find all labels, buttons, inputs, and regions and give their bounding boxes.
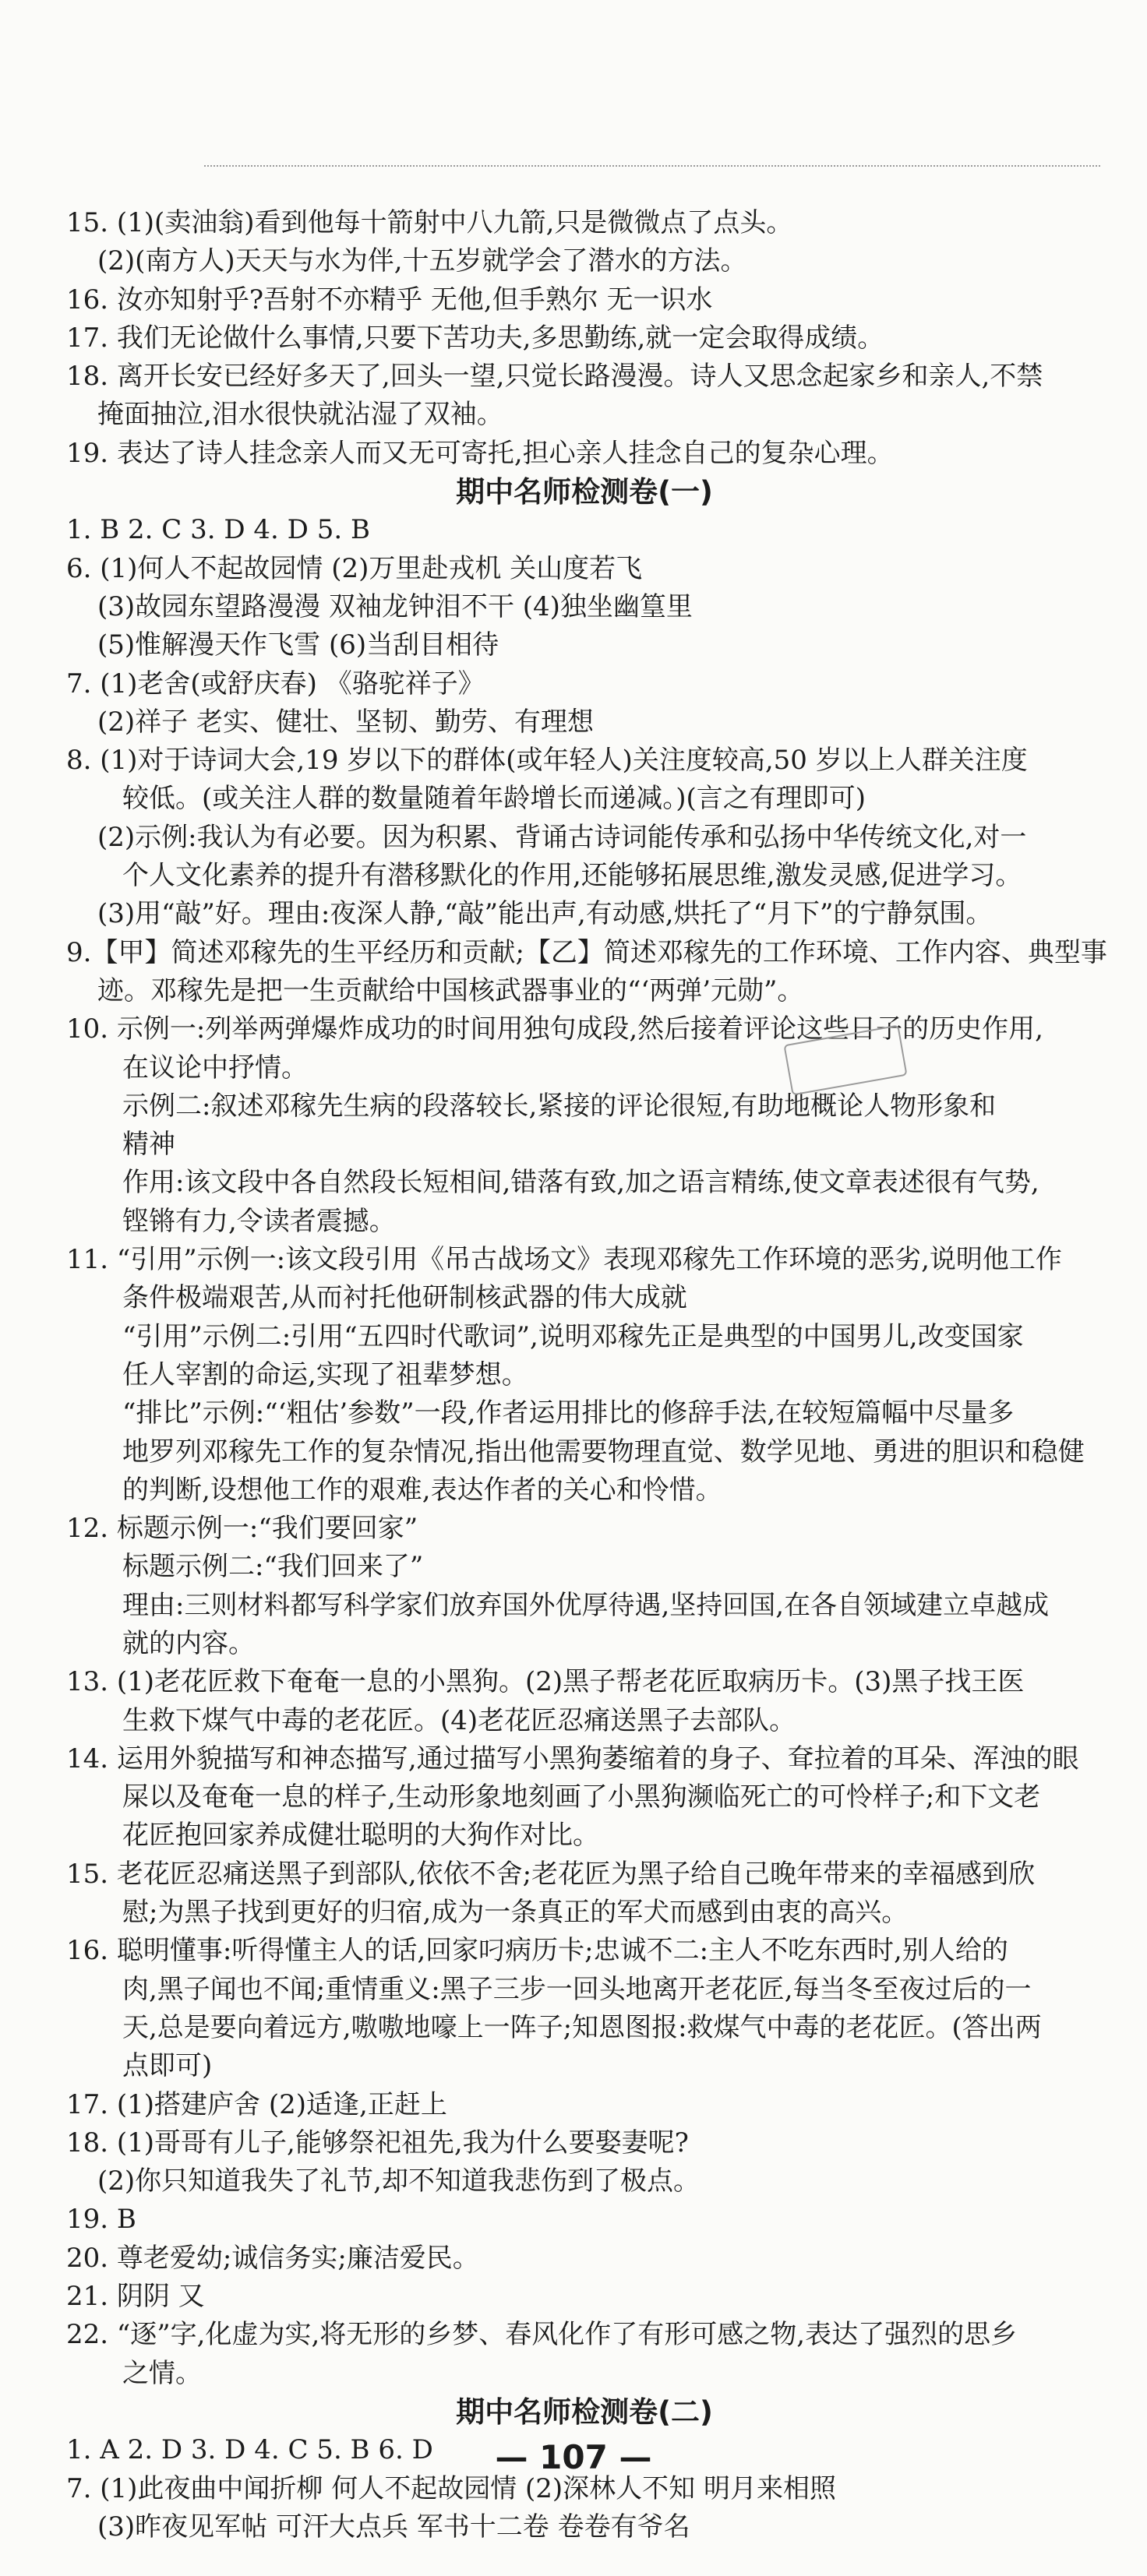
text-line: 天,总是要向着远方,嗷嗷地嚎上一阵子;知恩图报:救煤气中毒的老花匠。(答出两	[122, 2011, 1042, 2043]
text-line: 6. (1)何人不起故园情 (2)万里赴戎机 关山度若飞	[66, 552, 643, 584]
text-line: 铿锵有力,令读者震撼。	[122, 1205, 396, 1237]
page-number: — 107 —	[495, 2438, 652, 2476]
text-line: 10. 示例一:列举两弹爆炸成功的时间用独句成段,然后接着评论这些日子的历史作用,	[66, 1013, 1043, 1045]
text-line: 20. 尊老爱幼;诚信务实;廉洁爱民。	[66, 2242, 479, 2274]
text-line: 个人文化素养的提升有潜移默化的作用,还能够拓展思维,激发灵感,促进学习。	[122, 860, 1022, 892]
text-line: 7. (1)此夜曲中闻折柳 何人不起故园情 (2)深林人不知 明月来相照	[66, 2472, 836, 2504]
text-line: “引用”示例二:引用“五四时代歌词”,说明邓稼先正是典型的中国男儿,改变国家	[122, 1320, 1024, 1352]
text-line: 13. (1)老花匠救下奄奄一息的小黑狗。(2)黑子帮老花匠取病历卡。(3)黑子找王医	[66, 1666, 1025, 1698]
text-line: 肉,黑子闻也不闻;重情重义:黑子三步一回头地离开老花匠,每当冬至夜过后的一	[122, 1973, 1032, 2005]
text-line: 屎以及奄奄一息的样子,生动形象地刻画了小黑狗濒临死亡的可怜样子;和下文老	[122, 1781, 1041, 1813]
section-heading: 期中名师检测卷(一)	[456, 475, 713, 509]
text-line: 任人宰割的命运,实现了祖辈梦想。	[122, 1358, 528, 1390]
text-line: 示例二:叙述邓稼先生病的段落较长,紧接的评论很短,有助地概论人物形象和	[122, 1090, 997, 1122]
answer-text-block	[66, 204, 1107, 2546]
text-line: 花匠抱回家养成健壮聪明的大狗作对比。	[122, 1820, 599, 1852]
text-line: 迹。邓稼先是把一生贡献给中国核武器事业的“‘两弹’元勋”。	[97, 974, 804, 1006]
text-line: 19. B	[66, 2204, 136, 2236]
text-line: 17. (1)搭建庐舍 (2)适逢,正赶上	[66, 2088, 447, 2120]
text-line: 地罗列邓稼先工作的复杂情况,指出他需要物理直觉、数学见地、勇进的胆识和稳健	[122, 1436, 1085, 1468]
text-line: 在议论中抒情。	[122, 1052, 308, 1084]
text-line: 就的内容。	[122, 1627, 255, 1659]
text-line: 较低。(或关注人群的数量随着年龄增长而递减。)(言之有理即可)	[122, 783, 866, 815]
text-line: 9.【甲】简述邓稼先的生平经历和贡献;【乙】简述邓稼先的工作环境、工作内容、典型事	[66, 936, 1107, 968]
text-line: 17. 我们无论做什么事情,只要下苦功夫,多思勤练,就一定会取得成绩。	[66, 322, 884, 354]
text-line: 精神	[122, 1129, 175, 1161]
text-line: 19. 表达了诗人挂念亲人而又无可寄托,担心亲人挂念自己的复杂心理。	[66, 437, 894, 469]
section-heading: 期中名师检测卷(二)	[456, 2395, 713, 2429]
text-line: 15. (1)(卖油翁)看到他每十箭射中八九箭,只是微微点了点头。	[66, 207, 793, 238]
text-line: 慰;为黑子找到更好的归宿,成为一条真正的军犬而感到由衷的高兴。	[122, 1897, 909, 1929]
text-line: 1. A 2. D 3. D 4. C 5. B 6. D	[66, 2434, 433, 2466]
text-line: 生救下煤气中毒的老花匠。(4)老花匠忍痛送黑子去部队。	[122, 1704, 796, 1736]
text-line: “排比”示例:“‘粗估’参数”一段,作者运用排比的修辞手法,在较短篇幅中尽量多	[122, 1397, 1015, 1429]
text-line: 掩面抽泣,泪水很快就沾湿了双袖。	[97, 399, 503, 431]
text-line: 条件极端艰苦,从而衬托他研制核武器的伟大成就	[122, 1282, 687, 1314]
text-line: (3)故园东望路漫漫 双袖龙钟泪不干 (4)独坐幽篁里	[97, 590, 693, 622]
text-line: 14. 运用外貌描写和神态描写,通过描写小黑狗萎缩着的身子、耷拉着的耳朵、浑浊的眼	[66, 1743, 1079, 1774]
text-line: 标题示例二:“我们回来了”	[122, 1551, 424, 1583]
top-dotted-rule	[204, 165, 1100, 167]
text-line: (2)示例:我认为有必要。因为积累、背诵古诗词能传承和弘扬中华传统文化,对一	[97, 821, 1027, 853]
text-line: 1. B 2. C 3. D 4. D 5. B	[66, 514, 370, 546]
text-line: 的判断,设想他工作的艰难,表达作者的关心和怜惜。	[122, 1474, 722, 1506]
text-line: 理由:三则材料都写科学家们放弃国外优厚待遇,坚持回国,在各自领域建立卓越成	[122, 1589, 1050, 1621]
text-line: 18. 离开长安已经好多天了,回头一望,只觉长路漫漫。诗人又思念起家乡和亲人,不禁	[66, 361, 1043, 393]
text-line: 7. (1)老舍(或舒庆春) 《骆驼祥子》	[66, 668, 485, 700]
text-line: 16. 汝亦知射乎?吾射不亦精乎 无他,但手熟尔 无一识水	[66, 284, 713, 315]
text-line: (2)(南方人)天天与水为伴,十五岁就学会了潜水的方法。	[97, 245, 747, 277]
text-line: 22. “逐”字,化虚为实,将无形的乡梦、春风化作了有形可感之物,表达了强烈的思乡	[66, 2319, 1018, 2351]
text-line: 15. 老花匠忍痛送黑子到部队,依依不舍;老花匠为黑子给自己晚年带来的幸福感到欣	[66, 1858, 1036, 1890]
text-line: 8. (1)对于诗词大会,19 岁以下的群体(或年轻人)关注度较高,50 岁以上人群关注度	[66, 745, 1028, 777]
text-line: 16. 聪明懂事:听得懂主人的话,回家叼病历卡;忠诚不二:主人不吃东西时,别人给的	[66, 1935, 1008, 1967]
text-line: 点即可)	[122, 2050, 213, 2082]
text-line: 11. “引用”示例一:该文段引用《吊古战场文》表现邓稼先工作环境的恶劣,说明他工作	[66, 1244, 1062, 1276]
text-line: 12. 标题示例一:“我们要回家”	[66, 1513, 418, 1545]
text-line: (2)祥子 老实、健壮、坚韧、勤劳、有理想	[97, 706, 594, 738]
text-line: (3)昨夜见军帖 可汗大点兵 军书十二卷 卷卷有爷名	[97, 2511, 690, 2543]
text-line: 作用:该文段中各自然段长短相间,错落有致,加之语言精练,使文章表述很有气势,	[122, 1167, 1039, 1199]
text-line: (2)你只知道我失了礼节,却不知道我悲伤到了极点。	[97, 2165, 700, 2197]
text-line: (3)用“敲”好。理由:夜深人静,“敲”能出声,有动感,烘托了“月下”的宁静氛围。	[97, 898, 993, 930]
text-line: 18. (1)哥哥有儿子,能够祭祀祖先,我为什么要娶妻呢?	[66, 2127, 689, 2158]
text-line: 21. 阴阴 又	[66, 2281, 205, 2313]
text-line: 之情。	[122, 2357, 202, 2389]
text-line: (5)惟解漫天作飞雪 (6)当刮目相待	[97, 629, 499, 661]
